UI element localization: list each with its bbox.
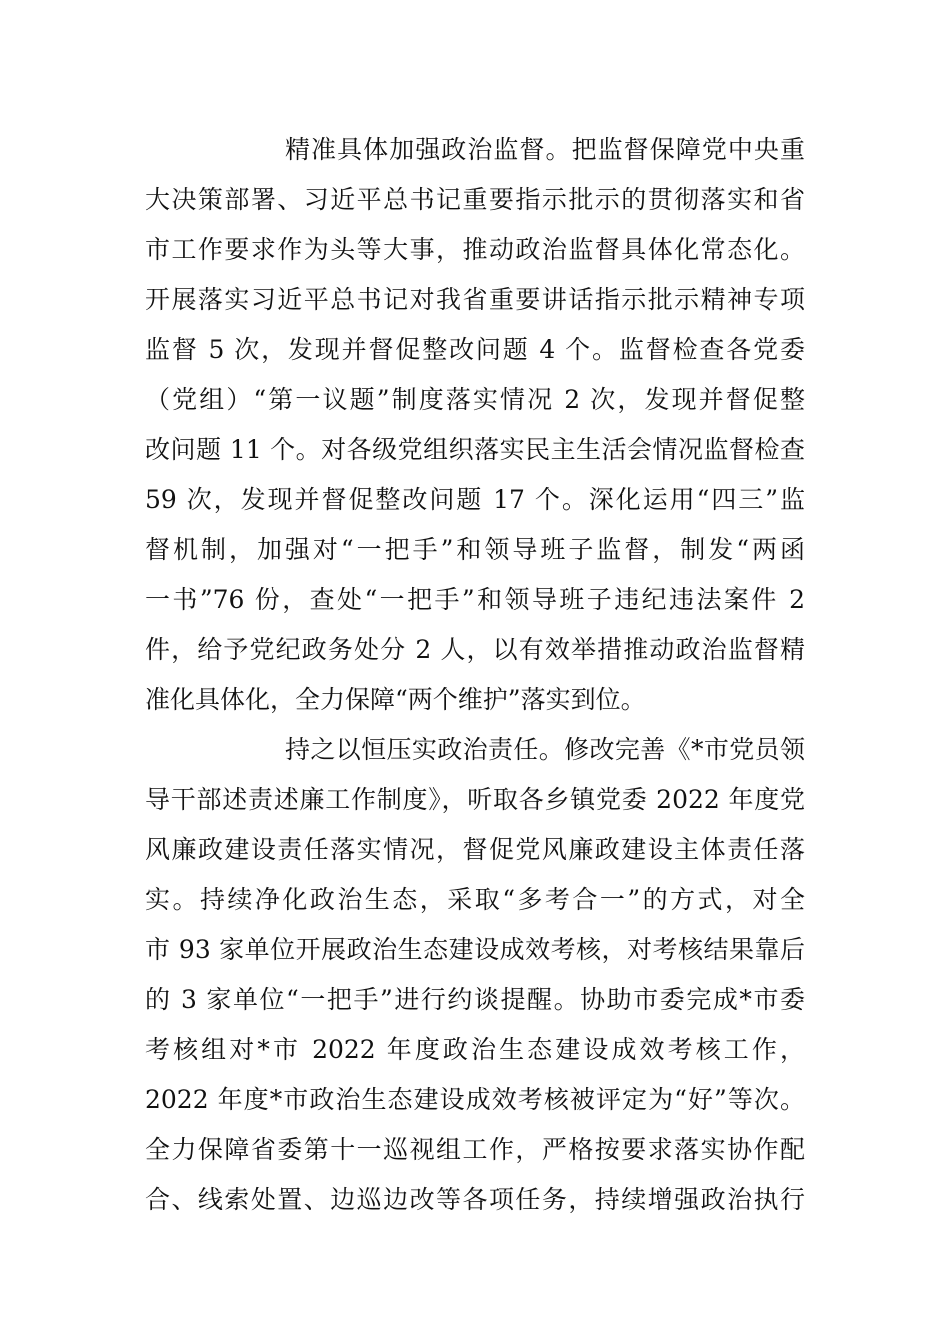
paragraph-1-line-12: 准化具体化，全力保障“两个维护”落实到位。 xyxy=(145,685,646,714)
paragraph-1-line-8: 59 次，发现并督促整改问题 17 个。深化运用“四三”监 xyxy=(145,485,805,514)
paragraph-2-line-2: 导干部述责述廉工作制度》，听取各乡镇党委 2022 年度党 xyxy=(145,785,805,814)
paragraph-2-line-8: 2022 年度*市政治生态建设成效考核被评定为“好”等次。 xyxy=(145,1085,805,1114)
paragraph-2-line-6: 的 3 家单位“一把手”进行约谈提醒。协助市委完成*市委 xyxy=(145,985,805,1014)
paragraph-2-line-4: 实。持续净化政治生态，采取“多考合一”的方式，对全 xyxy=(145,885,805,914)
paragraph-1-line-11: 件，给予党纪政务处分 2 人，以有效举措推动政治监督精 xyxy=(145,635,805,664)
paragraph-1-line-2: 大决策部署、习近平总书记重要指示批示的贯彻落实和省 xyxy=(145,185,805,214)
paragraph-2-line-3: 风廉政建设责任落实情况，督促党风廉政建设主体责任落 xyxy=(145,835,805,864)
paragraph-1-line-3: 市工作要求作为头等大事，推动政治监督具体化常态化。 xyxy=(145,235,805,264)
paragraph-1-line-1: 精准具体加强政治监督。把监督保障党中央重 xyxy=(285,135,805,164)
paragraph-1-line-5: 监督 5 次，发现并督促整改问题 4 个。监督检查各党委 xyxy=(145,335,805,364)
paragraph-1-line-6: （党组）“第一议题”制度落实情况 2 次，发现并督促整 xyxy=(145,385,805,414)
paragraph-2-line-7: 考核组对*市 2022 年度政治生态建设成效考核工作， xyxy=(145,1035,805,1064)
paragraph-1-line-9: 督机制，加强对“一把手”和领导班子监督，制发“两函 xyxy=(145,535,805,564)
paragraph-1-line-10: 一书”76 份，查处“一把手”和领导班子违纪违法案件 2 xyxy=(145,585,805,614)
paragraph-2-line-10: 合、线索处置、边巡边改等各项任务，持续增强政治执行 xyxy=(145,1185,805,1214)
paragraph-2-line-1: 持之以恒压实政治责任。修改完善《*市党员领 xyxy=(285,735,805,764)
paragraph-2-line-9: 全力保障省委第十一巡视组工作，严格按要求落实协作配 xyxy=(145,1135,805,1164)
paragraph-2-line-5: 市 93 家单位开展政治生态建设成效考核，对考核结果靠后 xyxy=(145,935,805,964)
paragraph-1-line-7: 改问题 11 个。对各级党组织落实民主生活会情况监督检查 xyxy=(145,435,805,464)
paragraph-1-line-4: 开展落实习近平总书记对我省重要讲话指示批示精神专项 xyxy=(145,285,805,314)
